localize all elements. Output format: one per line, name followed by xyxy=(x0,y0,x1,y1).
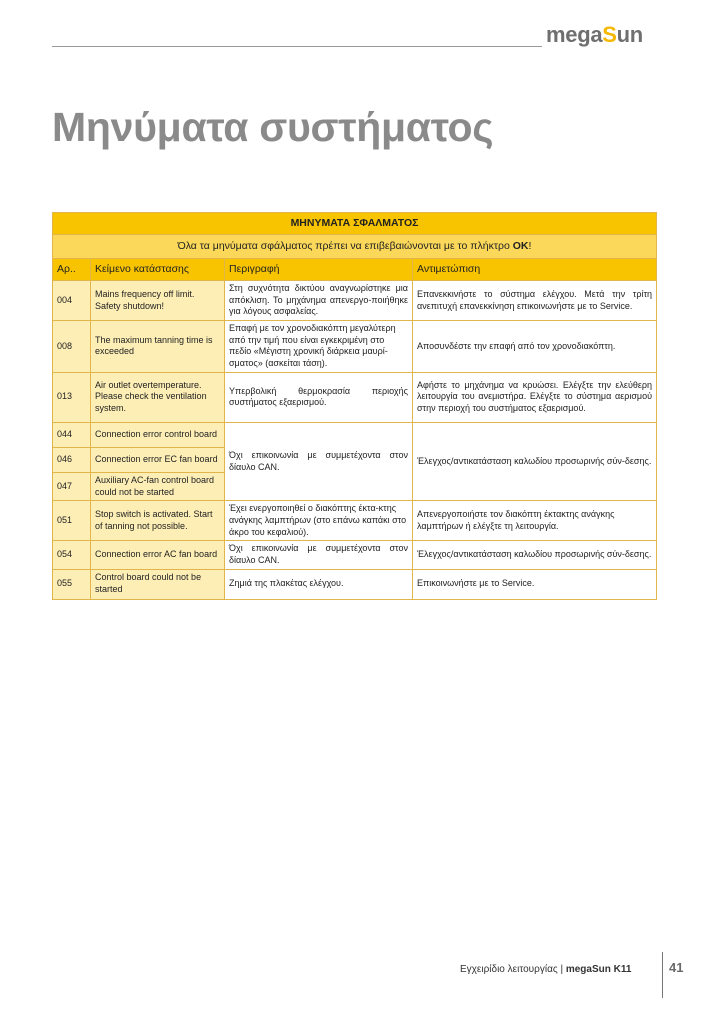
error-number: 044 xyxy=(53,422,91,447)
description: Υπερβολική θερμοκρασία περιοχής συστήματος εξαερισμού. xyxy=(225,372,413,422)
state-text: The maximum tanning time is exceeded xyxy=(91,321,225,373)
remedy: Έλεγχος/αντικατάσταση καλωδίου προσωρινής σύν-δεσης. xyxy=(413,422,657,500)
page-number: 41 xyxy=(669,960,684,975)
state-text: Connection error control board xyxy=(91,422,225,447)
remedy: Αφήστε το μηχάνημα να κρυώσει. Ελέγξτε την ελεύθερη λειτουργία του ανεμιστήρα. Ελέγξτε το σύστημα αερισμού στην περιοχή του συστήματος εξαερισμού. xyxy=(413,372,657,422)
table-row xyxy=(53,541,657,569)
state-text: Auxiliary AC-fan control board could not be started xyxy=(91,472,225,500)
header-rule xyxy=(52,46,542,47)
brand-logo xyxy=(546,22,643,48)
footer-text xyxy=(460,964,631,975)
logo-part-un: un xyxy=(616,22,643,47)
footer-divider xyxy=(662,952,663,998)
state-text: Stop switch is activated. Start of tanning not possible. xyxy=(91,501,225,541)
error-number: 047 xyxy=(53,472,91,500)
description: Στη συχνότητα δικτύου αναγνωρίστηκε μια απόκλιση. Το μηχάνημα απενεργο-ποιήθηκε για λόγους ασφαλείας. xyxy=(225,281,413,321)
header-number: Αρ.. xyxy=(53,259,91,281)
error-number: 013 xyxy=(53,372,91,422)
footer-product-name: megaSun K11 xyxy=(565,964,632,975)
description: Όχι επικοινωνία με συμμετέχοντα στον δίαυλο CAN. xyxy=(225,541,413,569)
table-row xyxy=(53,501,657,541)
table-row xyxy=(53,281,657,321)
table-row xyxy=(53,569,657,599)
state-text: Air outlet overtemperature. Please check the ventilation system. xyxy=(91,372,225,422)
error-number: 055 xyxy=(53,569,91,599)
error-messages-table xyxy=(52,212,657,600)
logo-part-mega: mega xyxy=(546,22,603,47)
table-title: ΜΗΝΥΜΑΤΑ ΣΦΑΛΜΑΤΟΣ xyxy=(53,213,657,235)
description: Ζημιά της πλακέτας ελέγχου. xyxy=(225,569,413,599)
state-text: Connection error AC fan board xyxy=(91,541,225,569)
error-number: 008 xyxy=(53,321,91,373)
page-title: Μηνύματα συστήματος xyxy=(52,104,494,150)
error-number: 054 xyxy=(53,541,91,569)
remedy: Έλεγχος/αντικατάσταση καλωδίου προσωρινής σύν-δεσης. xyxy=(413,541,657,569)
subtitle-end: ! xyxy=(528,239,532,252)
header-state-text: Κείμενο κατάστασης xyxy=(91,259,225,281)
remedy: Αποσυνδέστε την επαφή από τον χρονοδιακόπτη. xyxy=(413,321,657,373)
state-text: Mains frequency off limit. Safety shutdown! xyxy=(91,281,225,321)
remedy: Απενεργοποιήστε τον διακόπτη έκτακτης ανάγκης λαμπτήρων ή ελέγξτε τη λειτουργία. xyxy=(413,501,657,541)
error-number: 051 xyxy=(53,501,91,541)
subtitle-text: Όλα τα μηνύματα σφάλματος πρέπει να επιβεβαιώνονται με το πλήκτρο xyxy=(177,239,513,252)
table-row xyxy=(53,372,657,422)
table-row xyxy=(53,321,657,373)
error-number: 004 xyxy=(53,281,91,321)
footer-manual-label: Εγχειρίδιο λειτουργίας | xyxy=(460,964,566,975)
remedy: Επικοινωνήστε με το Service. xyxy=(413,569,657,599)
description: Επαφή με τον χρονοδιακόπτη μεγαλύτερη από την τιμή που είναι εγκεκριμένη στο πεδίο «Μέγιστη χρονική διάρκεια μαυρί-σματος» (ασκείται τάση). xyxy=(225,321,413,373)
table-subtitle xyxy=(53,235,657,259)
error-number: 046 xyxy=(53,447,91,472)
table-row xyxy=(53,422,657,447)
state-text: Connection error EC fan board xyxy=(91,447,225,472)
state-text: Control board could not be started xyxy=(91,569,225,599)
logo-part-s: S xyxy=(602,22,617,47)
description: Έχει ενεργοποιηθεί ο διακόπτης έκτα-κτης ανάγκης λαμπτήρων (στο επάνω καπάκι στο άκρο του κεφαλιού). xyxy=(225,501,413,541)
header-description: Περιγραφή xyxy=(225,259,413,281)
description: Όχι επικοινωνία με συμμετέχοντα στον δίαυλο CAN. xyxy=(225,422,413,500)
subtitle-key: OK xyxy=(512,239,529,252)
remedy: Επανεκκινήστε το σύστημα ελέγχου. Μετά την τρίτη ανεπιτυχή επανεκκίνηση επικοινωνήστε με το Service. xyxy=(413,281,657,321)
header-remedy: Αντιμετώπιση xyxy=(413,259,657,281)
